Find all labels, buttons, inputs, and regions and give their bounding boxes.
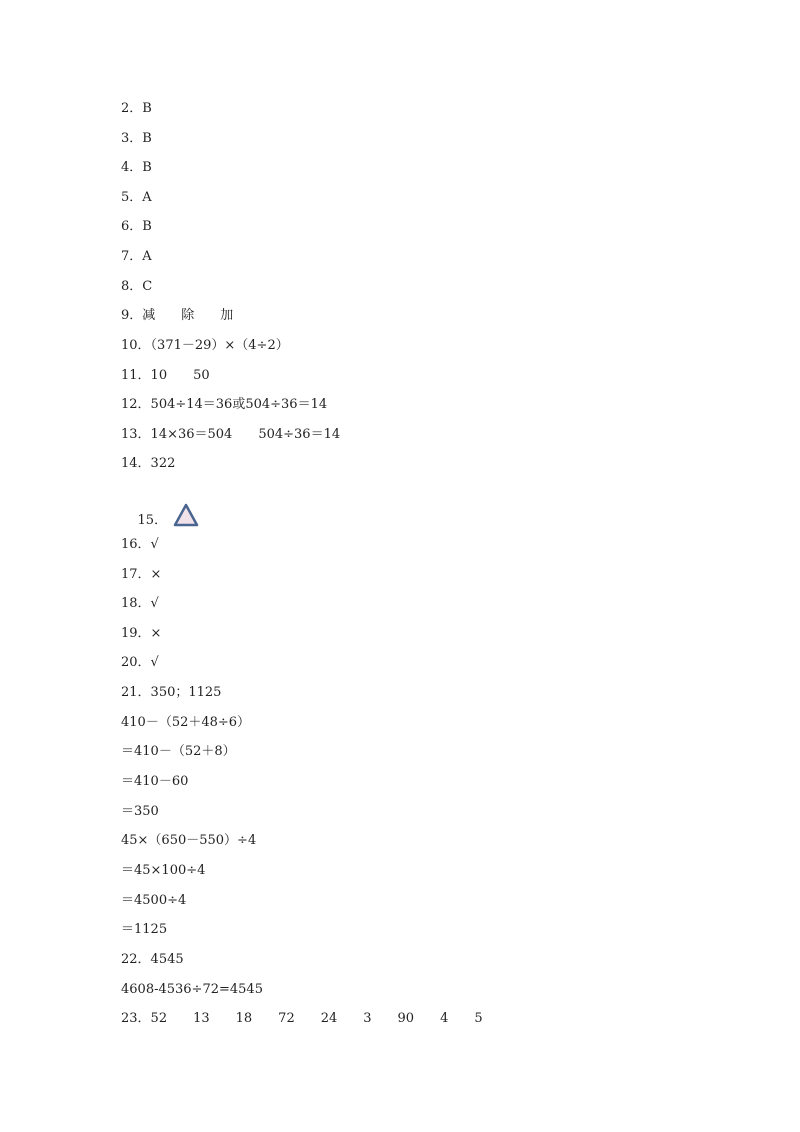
answer-line: 3．B xyxy=(121,131,152,146)
answer-line: 16．√ xyxy=(121,537,159,552)
answer-line: 19．× xyxy=(121,626,162,641)
calculation-line: 410－（52＋48÷6） xyxy=(121,715,251,730)
answer-line: 4．B xyxy=(121,160,152,175)
answer-line: 7．A xyxy=(121,249,152,264)
answer-line: 5．A xyxy=(121,190,152,205)
answer-line: 13．14×36＝504 504÷36＝14 xyxy=(121,427,341,442)
answer-line: 14．322 xyxy=(121,456,176,471)
calculation-line: ＝45×100÷4 xyxy=(121,863,206,878)
answer-line: 2．B xyxy=(121,101,152,116)
answer-line: 10．（371－29）×（4÷2） xyxy=(121,338,289,353)
answer-line: 17．× xyxy=(121,567,162,582)
answer-line: 11．10 50 xyxy=(121,368,210,383)
answer-line: 12．504÷14＝36或504÷36＝14 xyxy=(121,397,328,412)
answer-line: 23．52 13 18 72 24 3 90 4 5 xyxy=(121,1011,483,1026)
answer-line: 20．√ xyxy=(121,655,159,670)
calculation-line: ＝410－（52＋8） xyxy=(121,744,236,759)
calculation-line: ＝1125 xyxy=(121,922,168,937)
answer-line: 6．B xyxy=(121,219,152,234)
triangle-icon xyxy=(173,503,199,532)
calculation-line: 45×（650－550）÷4 xyxy=(121,833,257,848)
answer-line: 21．350；1125 xyxy=(121,685,222,700)
calculation-line: 4608-4536÷72=4545 xyxy=(121,982,263,997)
calculation-line: ＝4500÷4 xyxy=(121,893,187,908)
calculation-line: ＝350 xyxy=(121,804,159,819)
answer-line: 22．4545 xyxy=(121,952,184,967)
calculation-line: ＝410－60 xyxy=(121,774,189,789)
answer-line: 8．C xyxy=(121,279,153,294)
answer-line: 18．√ xyxy=(121,596,159,611)
answer-line: 9．减 除 加 xyxy=(121,308,234,323)
answer-number: 15． xyxy=(137,513,168,528)
